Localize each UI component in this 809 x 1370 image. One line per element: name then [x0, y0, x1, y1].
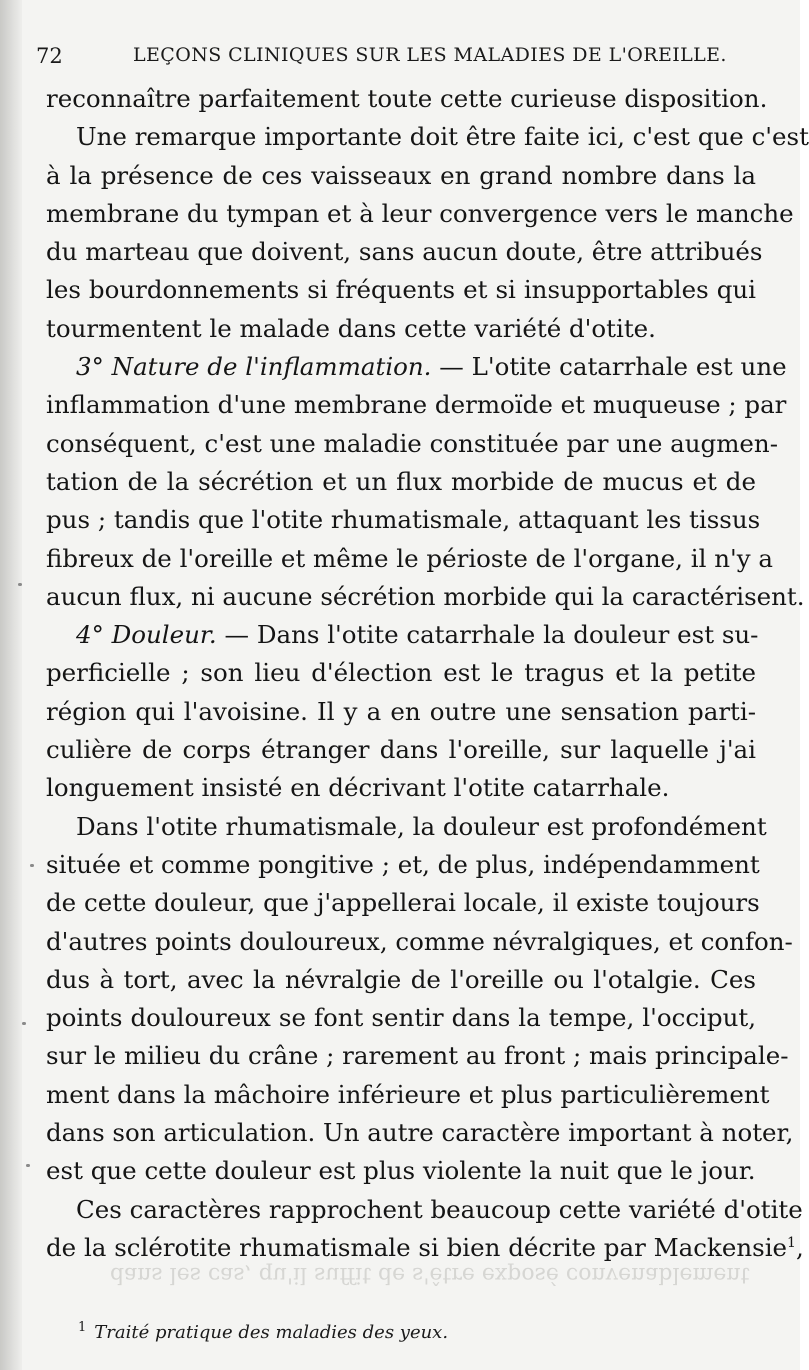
text-line: reconnaître parfaitement toute cette curieuse disposition. [46, 84, 768, 113]
page-gutter-shadow [0, 0, 22, 1370]
em-dash: — [224, 620, 250, 650]
scan-speck [22, 1022, 26, 1025]
text-line: les bourdonnements si fréquents et si insupportables qui [46, 275, 756, 305]
trailing-comma: , [795, 1232, 804, 1262]
text-line: membrane du tympan et à leur convergence vers le manche [46, 198, 794, 228]
section-heading-nature: 3° Nature de l'inflammation. [76, 352, 432, 382]
body-text [46, 80, 809, 1267]
scan-speck [18, 583, 22, 586]
text-line: du marteau que doivent, sans aucun doute, être attribués [46, 237, 763, 267]
text-line-heading-3 [46, 348, 787, 386]
text-line: inflammation d'une membrane dermoïde et muqueuse ; par [46, 390, 787, 420]
bleed-through-text: dans les cas, qu'il suffit de s'être exposé convenablement [110, 1262, 750, 1287]
footnote-mark: 1 [78, 1320, 87, 1335]
text-line: dus à tort, avec la névralgie de l'oreille ou l'otalgie. Ces [46, 964, 756, 994]
text-line: longuement insisté en décrivant l'otite catarrhale. [46, 773, 670, 803]
text-line-heading-4 [46, 616, 759, 654]
text-line: de cette douleur, que j'appellerai locale, il existe toujours [46, 888, 760, 918]
text-line: fibreux de l'oreille et même le périoste de l'organe, il n'y a [46, 543, 773, 573]
footnote [78, 1320, 448, 1343]
text-line: située et comme pongitive ; et, de plus, indépendamment [46, 849, 760, 879]
text-line: dans son articulation. Un autre caractère important à noter, [46, 1118, 794, 1148]
text-line: perficielle ; son lieu d'élection est le tragus et la petite [46, 658, 756, 688]
page-number: 72 [36, 44, 63, 68]
text-line: points douloureux se font sentir dans la tempe, l'occiput, [46, 1003, 756, 1033]
text-line: à la présence de ces vaisseaux en grand nombre dans la [46, 160, 756, 190]
scan-speck [26, 1164, 30, 1167]
page-header [36, 44, 776, 74]
text-line: culière de corps étranger dans l'oreille, sur laquelle j'ai [46, 735, 756, 765]
text-line: Une remarque importante doit être faite ici, c'est que c'est [76, 122, 809, 152]
text-line: aucun flux, ni aucune sécrétion morbide qui la caractérisent. [46, 581, 805, 611]
text-line: tourmentent le malade dans cette variété d'otite. [46, 313, 656, 343]
text-line: tation de la sécrétion et un flux morbide de mucus et de [46, 466, 756, 496]
em-dash: — [439, 352, 464, 382]
heading-4-continuation: Dans l'otite catarrhale la douleur est su- [256, 620, 759, 650]
text-line: sur le milieu du crâne ; rarement au front ; mais principale- [46, 1041, 789, 1071]
heading-3-continuation: L'otite catarrhale est une [471, 352, 787, 382]
text-line: région qui l'avoisine. Il y a en outre une sensation parti- [46, 696, 756, 726]
footnote-reference[interactable]: 1 [787, 1234, 796, 1251]
section-heading-douleur: 4° Douleur. [76, 620, 217, 650]
text-line: d'autres points douloureux, comme névralgiques, et confon- [46, 926, 793, 956]
text-line: Dans l'otite rhumatismale, la douleur est profondément [76, 811, 767, 841]
text-line: ment dans la mâchoire inférieure et plus particulièrement [46, 1079, 770, 1109]
text-line: conséquent, c'est une maladie constituée par une augmen- [46, 428, 778, 458]
scan-speck [30, 864, 34, 867]
text-line: est que cette douleur est plus violente la nuit que le jour. [46, 1156, 756, 1186]
footnote-ref-line-text: de la sclérotite rhumatismale si bien décrite par Mackensie [46, 1232, 788, 1262]
text-line: pus ; tandis que l'otite rhumatismale, attaquant les tissus [46, 505, 761, 535]
text-line: Ces caractères rapprochent beaucoup cette variété d'otite [76, 1194, 803, 1224]
footnote-text: Traité pratique des maladies des yeux. [94, 1322, 449, 1343]
running-title: LEÇONS CLINIQUES SUR LES MALADIES DE L'OREILLE. [133, 44, 727, 66]
